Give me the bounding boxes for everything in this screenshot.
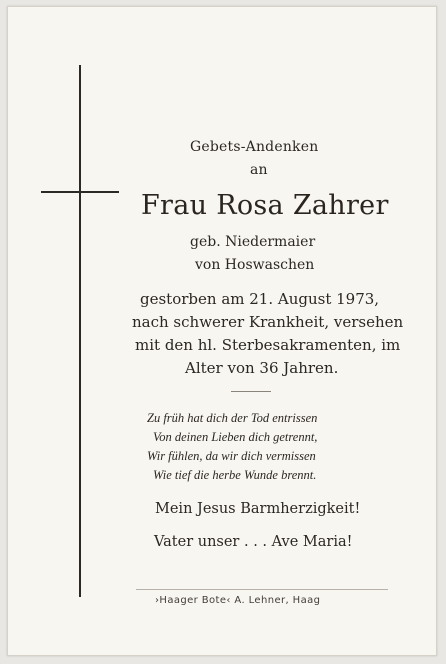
prayer-line-1: Mein Jesus Barmherzigkeit! <box>155 501 361 517</box>
cross-vertical-bar <box>79 65 81 597</box>
poem-line-3: Wir fühlen, da wir dich vermissen <box>147 449 316 463</box>
poem-line-2: Von deinen Lieben dich getrennt, <box>153 430 318 444</box>
poem-line-1: Zu früh hat dich der Tod entrissen <box>147 411 318 425</box>
death-line-3: mit den hl. Sterbesakramenten, im <box>135 336 401 354</box>
maiden-name: geb. Niedermaier <box>190 234 316 250</box>
death-line-4: Alter von 36 Jahren. <box>185 359 339 377</box>
death-line-2: nach schwerer Krankheit, versehen <box>132 313 404 331</box>
memorial-card <box>7 6 437 656</box>
printer-imprint: ›Haager Bote‹ A. Lehner, Haag <box>155 595 321 606</box>
separator-line <box>231 391 271 392</box>
card-header: Gebets-Andenken <box>190 139 319 155</box>
deceased-name: Frau Rosa Zahrer <box>141 190 389 221</box>
death-line-1: gestorben am 21. August 1973, <box>140 290 380 308</box>
origin-place: von Hoswaschen <box>195 257 315 273</box>
poem-line-4: Wie tief die herbe Wunde brennt. <box>153 468 317 482</box>
prayer-line-2: Vater unser . . . Ave Maria! <box>154 534 353 550</box>
printer-rule <box>136 589 388 590</box>
connector-text: an <box>250 162 268 178</box>
cross-horizontal-bar <box>41 191 119 193</box>
